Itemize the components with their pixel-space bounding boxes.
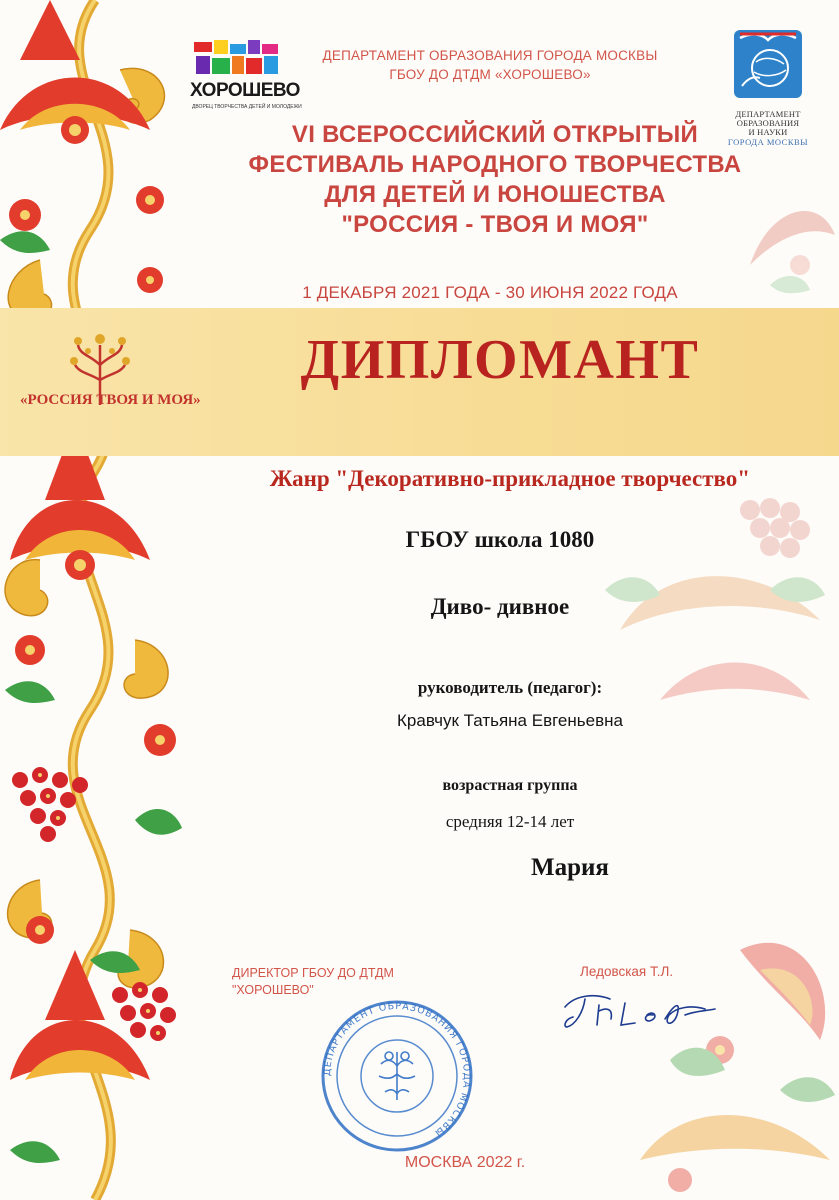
festival-title-line3: ДЛЯ ДЕТЕЙ И ЮНОШЕСТВА bbox=[324, 181, 666, 208]
official-stamp bbox=[317, 996, 477, 1156]
festival-tree-logo bbox=[20, 325, 200, 425]
department-emblem-line3: И НАУКИ bbox=[748, 127, 788, 137]
director-title-line1: ДИРЕКТОР ГБОУ ДО ДТДМ bbox=[232, 966, 394, 980]
city-year: МОСКВА 2022 г. bbox=[404, 1154, 526, 1171]
handwritten-signature bbox=[555, 985, 725, 1035]
age-group-label: возрастная группа bbox=[442, 777, 578, 794]
director-title-line2: "ХОРОШЕВО" bbox=[232, 983, 314, 997]
folk-ornament-left bbox=[0, 0, 190, 1200]
globe-book-icon bbox=[732, 28, 804, 100]
leader-label: руководитель (педагог): bbox=[417, 678, 603, 697]
school-name: ГБОУ школа 1080 bbox=[405, 527, 595, 552]
work-title: Диво- дивное bbox=[430, 594, 570, 619]
festival-title-line1: VI ВСЕРОССИЙСКИЙ ОТКРЫТЫЙ bbox=[291, 121, 699, 148]
stamp-text: ДЕПАРТАМЕНТ ОБРАЗОВАНИЯ ГОРОДА МОСКВЫ bbox=[321, 1000, 473, 1139]
khoroshevo-logo-name: ХОРОШЕВО bbox=[190, 80, 300, 101]
festival-logo-text: «РОССИЯ ТВОЯ И МОЯ» bbox=[20, 392, 201, 408]
participant-name: Мария bbox=[531, 854, 609, 881]
department-name: ДЕПАРТАМЕНТ ОБРАЗОВАНИЯ ГОРОДА МОСКВЫ bbox=[322, 48, 658, 63]
signer-name: Ледовская Т.Л. bbox=[580, 964, 674, 979]
festival-title bbox=[200, 120, 790, 240]
organizer-name: ГБОУ ДО ДТДМ «ХОРОШЕВО» bbox=[389, 67, 591, 82]
department-emblem-line4: ГОРОДА МОСКВЫ bbox=[727, 137, 809, 147]
genre: Жанр "Декоративно-прикладное творчество" bbox=[269, 466, 751, 491]
leader-name: Кравчук Татьяна Евгеньевна bbox=[397, 711, 623, 730]
department-emblem-line1: ДЕПАРТАМЕНТ bbox=[735, 109, 801, 119]
department-emblem-line2: ОБРАЗОВАНИЯ bbox=[736, 118, 800, 128]
diploma-title: ДИПЛОМАНТ bbox=[300, 329, 700, 391]
festival-title-line4: "РОССИЯ - ТВОЯ И МОЯ" bbox=[341, 211, 649, 238]
age-group-value: средняя 12-14 лет bbox=[445, 812, 575, 831]
director-title bbox=[232, 965, 432, 999]
khoroshevo-logo-subtitle: ДВОРЕЦ ТВОРЧЕСТВА ДЕТЕЙ И МОЛОДЕЖИ bbox=[192, 104, 302, 110]
festival-title-line2: ФЕСТИВАЛЬ НАРОДНОГО ТВОРЧЕСТВА bbox=[248, 151, 742, 178]
festival-dates: 1 ДЕКАБРЯ 2021 ГОДА - 30 ИЮНЯ 2022 ГОДА bbox=[302, 283, 678, 302]
